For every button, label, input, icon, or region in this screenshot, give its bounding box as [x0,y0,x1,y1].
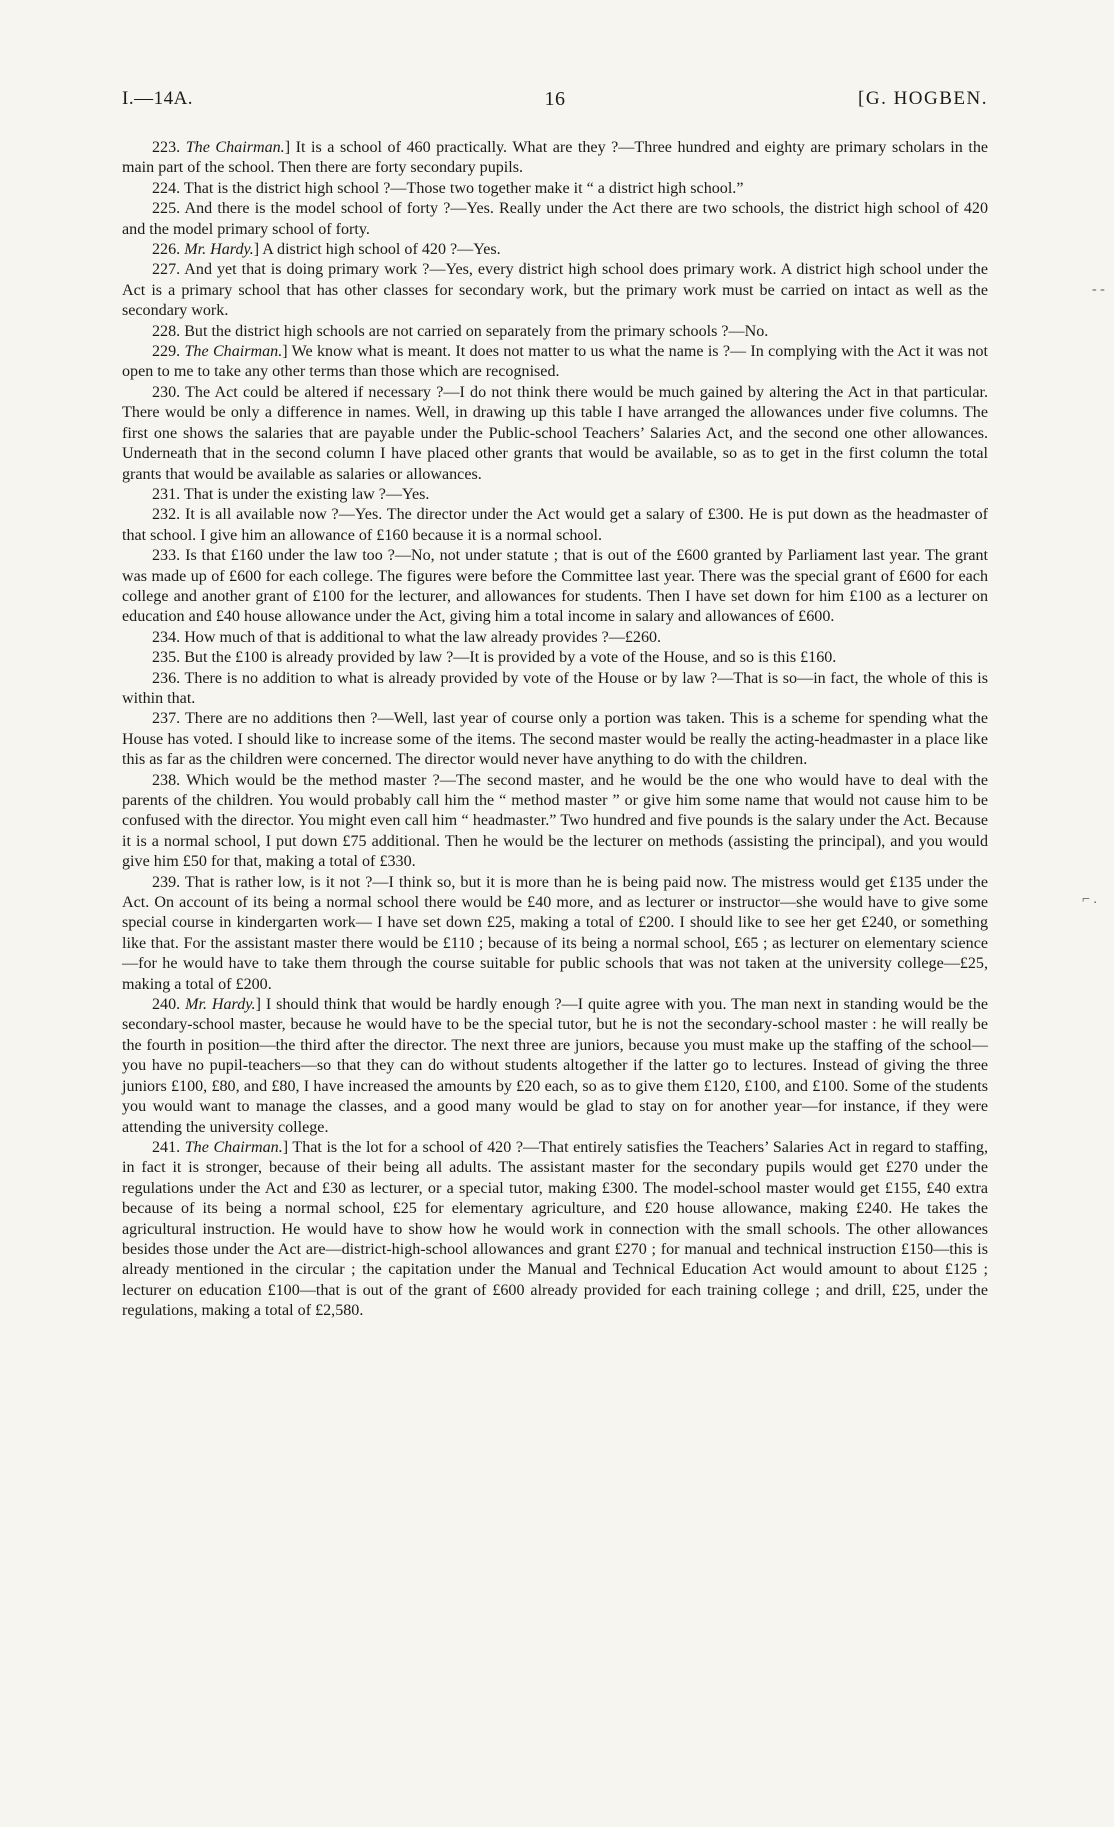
speaker-name: The Chairman. [184,343,283,361]
evidence-paragraph: 241. The Chairman.] That is the lot for a school of 420 ?—That entirely satisfies the Teachers’ Salaries Act in regard to staffing, in fact it is stronger, because of their being all adults. The assistant master for the secondary pupils would get £270 under the regulations under the Act and £30 as lecturer, or a special tutor, making £300. The model-school master would get £155, £40 extra because of its being a normal school, £25 for elementary agriculture, and £20 house allowance, making £240. He takes the agricultural instruction. He would have to show how he would work in connection with the small schools. The other allowances besides those under the Act are—district-high-school allowances and grant £270 ; for manual and technical instruction £150—this is already mentioned in the circular ; the capitation under the Manual and Technical Education Act would amount to about £125 ; lecturer on education £100—that is out of the grant of £600 already provided for each training college ; and drill, £25, under the regulations, making a total of £2,580. [122,1138,989,1320]
evidence-paragraph: 226. Mr. Hardy.] A district high school of 420 ?—Yes. [152,241,501,259]
page-number: 16 [544,88,566,110]
evidence-paragraph: 233. Is that £160 under the law too ?—No, not under statute ; that is out of the £600 granted by Parliament last year. The grant was made up of £600 for each college. The figures were before the Committee last year. There was the special grant of £600 for each college and another grant of £100 for the lecturer, and allowances for students. Then I have set down for him £100 as a lecturer on education and £40 house allowance under the Act, giving him a total income in salary and allowances of £600. [122,547,988,626]
speaker-name: Mr. Hardy. [185,996,256,1014]
evidence-paragraph: 238. Which would be the method master ?—The second master, and he would be the one who would have to deal with the parents of the children. You would probably call him the “ method master ” or give him some name that would not cause him to be confused with the director. You might even call him “ headmaster.” Two hundred and five pounds is the salary under the Act. Because it is a normal school, I put down £75 additional. Then he would be the lecturer on methods (assisting the principal), and you would give him £50 for that, making a total of £330. [122,771,988,871]
speaker-name: The Chairman. [184,1138,283,1156]
evidence-paragraph: 227. And yet that is doing primary work ?—Yes, every district high school does primary work. A district high school under the Act is a primary school that has other classes for secondary work, but the primary work must be carried on intact as well as the secondary work. [122,261,988,320]
evidence-paragraph: 235. But the £100 is already provided by law ?—It is provided by a vote of the House, and so is this £160. [152,649,837,667]
evidence-paragraph: 234. How much of that is additional to what the law already provides ?—£260. [152,628,662,646]
speaker-name: The Chairman. [185,139,285,156]
evidence-paragraph: 231. That is under the existing law ?—Yes. [152,485,430,503]
evidence-paragraph: 225. And there is the model school of forty ?—Yes. Really under the Act there are two schools, the district high school of 420 and the model primary school of forty. [122,200,988,238]
evidence-paragraph: 239. That is rather low, is it not ?—I think so, but it is more than he is being paid now. The mistress would get £135 under the Act. On account of its being a normal school there would be £40 more, and as lecturer or instructor—she would have to give some special course in kindergarten work— I have set down £25, making a total of £200. I should like to see her get £240, or something like that. For the assistant master there would be £110 ; because of its being a normal school, £65 ; as lecturer on elementary science—for he would have to take them through the course suitable for public schools that was not taken at the university college—£25, making a total of £200. [122,873,988,993]
evidence-paragraph: 236. There is no addition to what is already provided by vote of the House or by law ?—That is so—in fact, the whole of this is within that. [122,669,988,707]
evidence-paragraph: 237. There are no additions then ?—Well, last year of course only a portion was taken. This is a scheme for spending what the House has voted. I should like to increase some of the items. The second master would be really the acting-headmaster in a place like this as far as the children were concerned. The director would never have anything to do with the children. [122,710,988,769]
speaker-name: Mr. Hardy. [184,241,254,259]
evidence-paragraph: 229. The Chairman.] We know what is meant. It does not matter to us what the name is ?— In complying with the Act it was not open to me to take any other terms than those which are recognised. [122,343,989,381]
evidence-paragraph: 230. The Act could be altered if necessary ?—I do not think there would be much gained by altering the Act in that particular. There would be only a difference in names. Well, in drawing up this table I have arranged the allowances under five columns. The first one shows the salaries that are payable under the Public-school Teachers’ Salaries Act, and the second one other allowances. Underneath that in the second column I have placed other grants that would be available, so as to get in the first column the total grants that would be available as salaries or allowances. [122,383,988,483]
document-page [122,88,988,1322]
evidence-paragraph: 240. Mr. Hardy.] I should think that would be hardly enough ?—I quite agree with you. The man next in standing would be the secondary-school master, because he would have to be the special tutor, but he is not the secondary-school master : he will really be the fourth in position—the third after the director. The next three are juniors, because you must make up the staffing of the school— you have no pupil-teachers—so that they can do without students altogether if the latter go to lectures. Instead of giving the three juniors £100, £80, and £80, I have increased the amounts by £20 each, so as to give them £120, £100, and £100. Some of the students you would want to manage the classes, and a good many would be glad to stay on for another year—for instance, if they were attending the university college. [122,996,989,1136]
document-reference: I.—14A. [122,88,194,109]
evidence-paragraph: 224. That is the district high school ?—Those two together make it “ a district high school.” [152,179,744,197]
witness-name: [G. HOGBEN. [858,88,988,109]
evidence-paragraph: 232. It is all available now ?—Yes. The director under the Act would get a salary of £300. He is put down as the headmaster of that school. I give him an allowance of £160 because it is a normal school. [122,506,988,544]
running-header [122,88,988,118]
margin-mark-icon: - - [1092,282,1105,297]
evidence-body [122,138,988,1322]
evidence-paragraph: 223. The Chairman.] It is a school of 460 practically. What are they ?—Three hundred and eighty are primary scholars in the main part of the school. Then there are forty secondary pupils. [122,139,989,177]
evidence-paragraph: 228. But the district high schools are not carried on separately from the primary schools ?—No. [152,322,769,340]
margin-mark-icon: ⌐ . [1082,892,1097,907]
